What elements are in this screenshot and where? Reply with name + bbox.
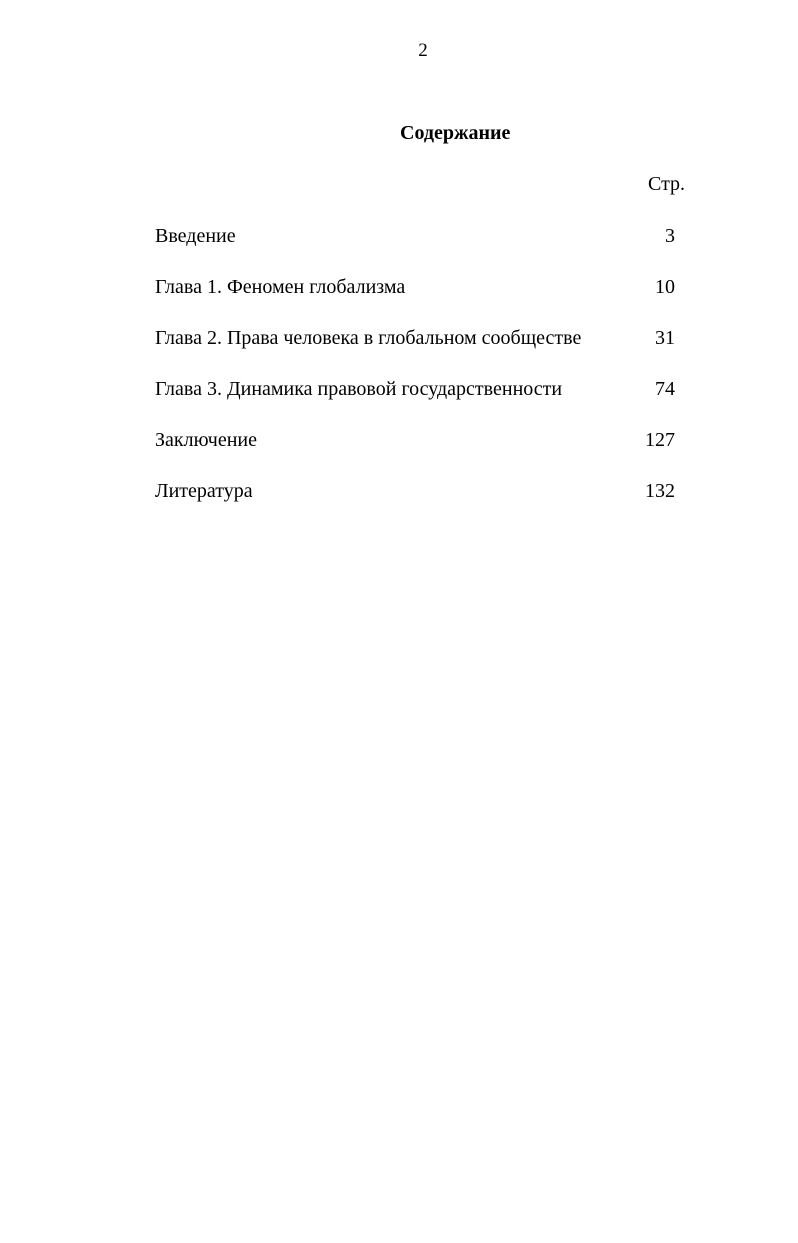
toc-entry-chapter-3[interactable] [155,377,685,428]
table-of-contents [155,224,685,530]
toc-entry-page: 31 [655,327,675,349]
toc-entry-label: Введение [155,225,236,247]
toc-entry-page: 10 [655,276,675,298]
toc-entry-label: Глава 3. Динамика правовой государственности [155,378,563,400]
toc-entry-label: Глава 2. Права человека в глобальном сообществе [155,327,582,349]
toc-entry-label: Заключение [155,429,257,451]
toc-entry-label: Глава 1. Феномен глобализма [155,276,406,298]
toc-entry-chapter-1[interactable] [155,275,685,326]
toc-entry-page: 74 [655,378,675,400]
toc-entry-page: 132 [645,480,675,502]
toc-entry-literature[interactable] [155,479,685,530]
toc-entry-label: Литература [155,480,253,502]
toc-entry-page: 127 [645,429,675,451]
page-column-header: Стр. [648,173,686,195]
toc-entry-chapter-2[interactable] [155,326,685,377]
toc-title: Содержание [400,122,511,144]
page-number: 2 [418,40,428,61]
toc-entry-page: 3 [665,225,675,247]
toc-entry-introduction[interactable] [155,224,685,275]
toc-entry-conclusion[interactable] [155,428,685,479]
